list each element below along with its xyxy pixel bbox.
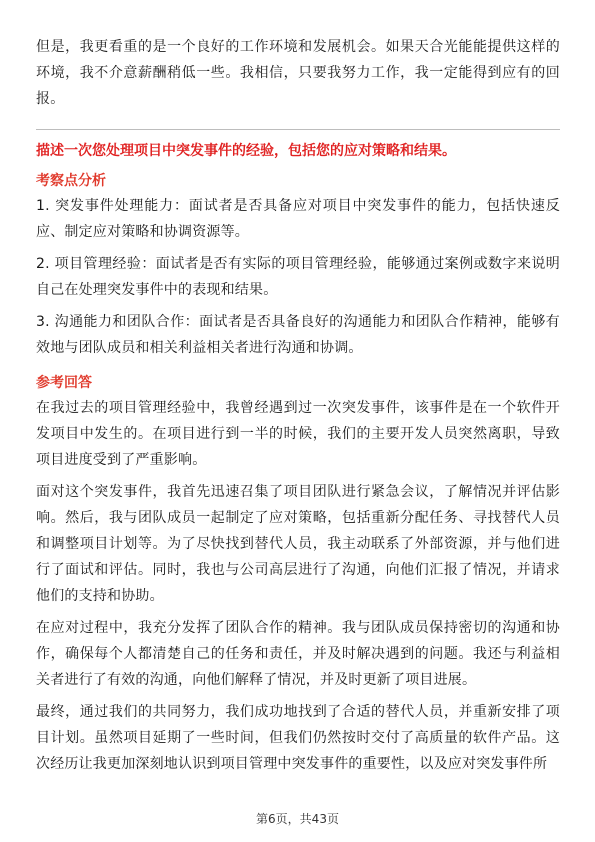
analysis-heading: 考察点分析 (36, 173, 106, 189)
section-divider (36, 129, 560, 130)
analysis-point: 3. 沟通能力和团队合作：面试者是否具备良好的沟通能力和团队合作精神，能够有效地与团队成员和相关利益相关者进行沟通和协调。 (36, 314, 560, 356)
answer-heading: 参考回答 (36, 375, 92, 391)
page-number: 第6页，共43页 (256, 812, 339, 826)
answer-paragraph: 在我过去的项目管理经验中，我曾经遇到过一次突发事件，该事件是在一个软件开发项目中发生的。在项目进行到一半的时候，我们的主要开发人员突然离职，导致项目进度受到了严重影响。 (36, 400, 560, 468)
answer-paragraph: 面对这个突发事件，我首先迅速召集了项目团队进行紧急会议，了解情况并评估影响。然后，我与团队成员一起制定了应对策略，包括重新分配任务、寻找替代人员和调整项目计划等。为了尽快找到替代人员，我主动联系了外部资源，并与他们进行了面试和评估。同时，我也与公司高层进行了沟通，向他们汇报了情况，并请求他们的支持和协助。 (36, 484, 560, 604)
analysis-point: 2. 项目管理经验：面试者是否有实际的项目管理经验，能够通过案例或数字来说明自己在处理突发事件中的表现和结果。 (36, 256, 560, 298)
interview-question: 描述一次您处理项目中突发事件的经验，包括您的应对策略和结果。 (36, 143, 456, 159)
answer-paragraph: 在应对过程中，我充分发挥了团队合作的精神。我与团队成员保持密切的沟通和协作，确保每个人都清楚自己的任务和责任，并及时解决遇到的问题。我还与利益相关者进行了有效的沟通，向他们解释了情况，并及时更新了项目进展。 (36, 620, 560, 688)
analysis-point: 1. 突发事件处理能力：面试者是否具备应对项目中突发事件的能力，包括快速反应、制定应对策略和协调资源等。 (36, 198, 560, 240)
answer-paragraph: 最终，通过我们的共同努力，我们成功地找到了合适的替代人员，并重新安排了项目计划。虽然项目延期了一些时间，但我们仍然按时交付了高质量的软件产品。这次经历让我更加深刻地认识到项目管理中突发事件的重要性，以及应对突发事件所 (36, 704, 560, 772)
intro-paragraph: 但是，我更看重的是一个良好的工作环境和发展机会。如果天合光能能提供这样的环境，我不介意薪酬稍低一些。我相信，只要我努力工作，我一定能得到应有的回报。 (36, 39, 560, 107)
document-body (36, 34, 560, 777)
